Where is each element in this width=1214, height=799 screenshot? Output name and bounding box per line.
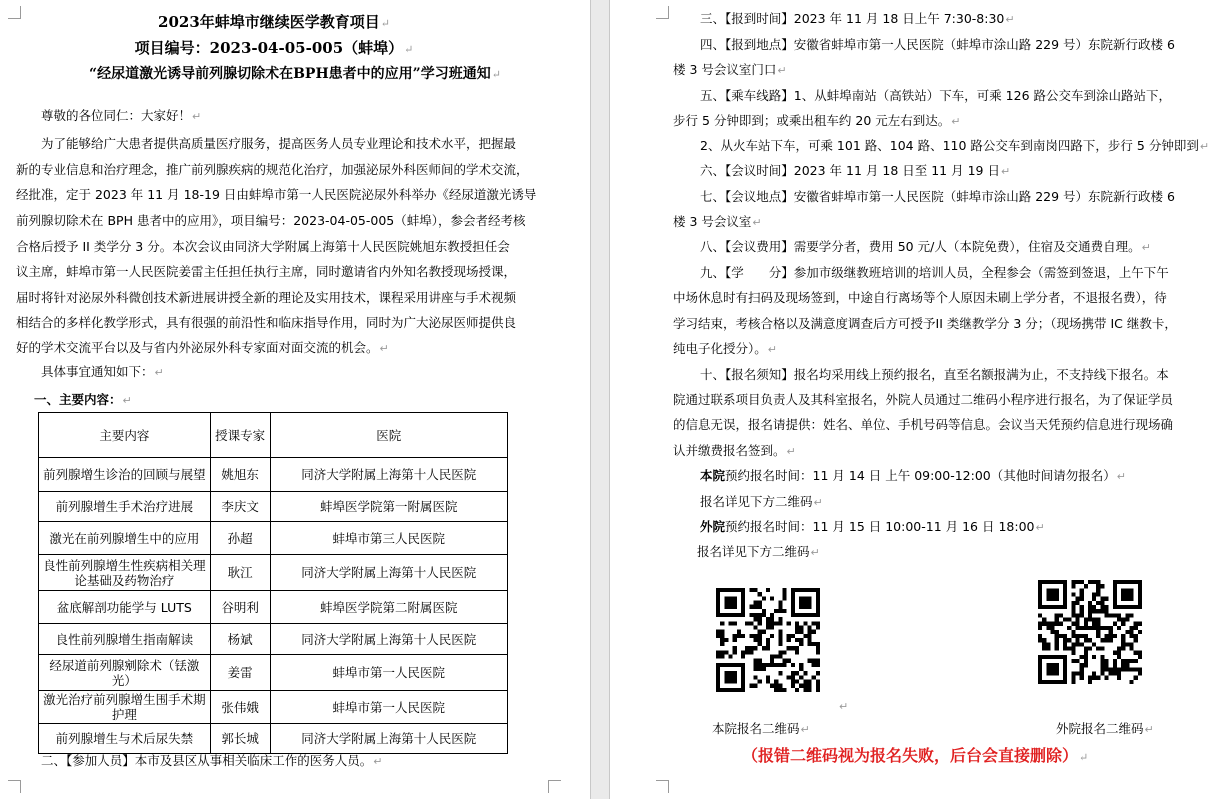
external-registration-detail: 报名详见下方二维码↵: [697, 544, 820, 559]
table-cell: 蚌埠医学院第一附属医院: [270, 492, 507, 522]
text-line: 的信息无误，报名请提供：姓名、单位、手机号码等信息。会议当天凭预约信息进行现场确: [673, 417, 1174, 432]
page-corner-mark: [656, 780, 669, 793]
paragraph-mark: ↵: [839, 700, 849, 713]
table-cell: 谷明利: [210, 591, 270, 624]
table-cell: 郭长城: [210, 724, 270, 754]
table-cell: 激光治疗前列腺增生围手术期护理: [39, 691, 211, 724]
table-cell: 良性前列腺增生性疾病相关理论基础及药物治疗: [39, 555, 211, 591]
text-line: 九、【学 分】参加市级继教班培训的培训人员，全程参会（需签到签退，上午下午: [700, 265, 1169, 280]
external-qr-code[interactable]: [1038, 580, 1142, 684]
table-cell: 前列腺增生与术后尿失禁: [39, 724, 211, 754]
intro-line: 议主席，蚌埠市第一人民医院姜雷主任担任执行主席，同时邀请省内外知名教授现场授课，: [16, 264, 517, 279]
table-cell: 蚌埠医学院第二附属医院: [270, 591, 507, 624]
text-line: 六、【会议时间】2023 年 11 月 18 日至 11 月 19 日↵: [700, 163, 1011, 178]
text-line: 三、【报到时间】2023 年 11 月 18 日上午 7:30-8:30↵: [700, 11, 1015, 26]
external-qr-caption: 外院报名二维码↵: [1056, 721, 1154, 736]
table-cell: 同济大学附属上海第十人民医院: [270, 724, 507, 754]
text-line: 七、【会议地点】安徽省蚌埠市第一人民医院（蚌埠市涂山路 229 号）东院新行政楼 6: [700, 189, 1175, 204]
table-cell: 蚌埠市第一人民医院: [270, 691, 507, 724]
text-line: 十、【报名须知】报名均采用线上预约报名，直至名额报满为止，不支持线下报名。本: [700, 367, 1169, 382]
intro-line: 经批准，定于 2023 年 11 月 18-19 日由蚌埠市第一人民医院泌尿外科举办《经尿道激光诱导: [16, 187, 537, 202]
table-cell: 前列腺增生手术治疗进展: [39, 492, 211, 522]
table-row: [39, 555, 508, 591]
course-table: [38, 412, 508, 754]
table-header-row: [39, 413, 508, 458]
internal-qr-caption: 本院报名二维码↵: [712, 721, 810, 736]
participants-text: 二、【参加人员】本市及县区从事相关临床工作的医务人员。↵: [41, 753, 383, 768]
table-cell: 同济大学附属上海第十人民医院: [270, 555, 507, 591]
table-header-cell: 医院: [270, 413, 507, 458]
internal-registration-time: 本院预约报名时间：11 月 14 日 上午 09:00-12:00（其他时间请勿报名）↵: [700, 468, 1126, 483]
text-line: 五、【乘车线路】1、从蚌埠南站（高铁站）下车，可乘 126 路公交车到涂山路站下，: [700, 88, 1172, 103]
table-cell: 同济大学附属上海第十人民医院: [270, 624, 507, 655]
intro-line: 届时将针对泌尿外科微创技术新进展讲授全新的理论及实用技术，课程采用讲座与手术视频: [16, 290, 517, 305]
table-cell: 李庆文: [210, 492, 270, 522]
table-cell: 良性前列腺增生指南解读: [39, 624, 211, 655]
greeting: 尊敬的各位同仁：大家好！↵: [41, 108, 202, 123]
document-page-right: [610, 0, 1214, 799]
external-registration-time: 外院预约报名时间：11 月 15 日 10:00-11 月 16 日 18:00↵: [700, 519, 1045, 534]
text-line: 2、从火车站下车，可乘 101 路、104 路、110 路公交车到南岗四路下，步行 5 分钟即到↵: [700, 138, 1210, 153]
intro-line: 为了能够给广大患者提供高质量医疗服务，提高医务人员专业理论和技术水平，把握最: [41, 136, 517, 151]
internal-qr-code[interactable]: [716, 588, 820, 692]
text-line: 学习结束，考核合格以及满意度调查后方可授予II 类继教学分 3 分；（现场携带 IC 继教卡，: [673, 316, 1177, 331]
text-line: 纯电子化授分）。↵: [673, 341, 777, 356]
table-cell: 孙超: [210, 522, 270, 555]
text-line: 四、【报到地点】安徽省蚌埠市第一人民医院（蚌埠市涂山路 229 号）东院新行政楼 6: [700, 37, 1175, 52]
table-cell: 前列腺增生诊治的回顾与展望: [39, 458, 211, 492]
table-cell: 耿江: [210, 555, 270, 591]
text-line: 中场休息时有扫码及现场签到，中途自行离场等个人原因未刷上学分者，不退报名费），待: [673, 290, 1167, 305]
page-corner-mark: [8, 780, 21, 793]
table-header-cell: 授课专家: [210, 413, 270, 458]
text-line: 认并缴费报名签到。↵: [673, 443, 796, 458]
table-cell: 蚌埠市第一人民医院: [270, 655, 507, 691]
intro-line: 合格后授予 II 类学分 3 分。本次会议由同济大学附属上海第十人民医院姚旭东教授担任会: [16, 239, 510, 254]
notice-text: 具体事宜通知如下：↵: [41, 364, 164, 379]
page-gutter: [590, 0, 610, 799]
doc-title-3: “经尿道激光诱导前列腺切除术在BPH患者中的应用”学习班通知↵: [89, 66, 501, 82]
table-row: [39, 458, 508, 492]
table-cell: 姚旭东: [210, 458, 270, 492]
table-row: [39, 591, 508, 624]
text-line: 院通过联系项目负责人及其科室报名，外院人员通过二维码小程序进行报名，为了保证学员: [673, 392, 1174, 407]
table-header-cell: 主要内容: [39, 413, 211, 458]
doc-title-2: 项目编号：2023-04-05-005（蚌埠）↵: [134, 39, 414, 57]
document-page-left: [0, 0, 590, 799]
table-cell: 同济大学附属上海第十人民医院: [270, 458, 507, 492]
qr-code-image: [1038, 580, 1142, 684]
qr-warning-text: （报错二维码视为报名失败，后台会直接删除）↵: [742, 746, 1089, 765]
table-cell: 张伟娥: [210, 691, 270, 724]
text-line: 楼 3 号会议室门口↵: [673, 62, 787, 77]
text-line: 楼 3 号会议室↵: [673, 214, 762, 229]
text-line: 八、【会议费用】需要学分者，费用 50 元/人（本院免费），住宿及交通费自理。↵: [700, 239, 1151, 254]
intro-line: 前列腺切除术在 BPH 患者中的应用》，项目编号：2023-04-05-005（蚌埠），参会者经考核: [16, 213, 526, 228]
table-row: [39, 724, 508, 754]
table-cell: 杨斌: [210, 624, 270, 655]
table-cell: 激光在前列腺增生中的应用: [39, 522, 211, 555]
table-row: [39, 624, 508, 655]
table-cell: 姜雷: [210, 655, 270, 691]
table-cell: 盆底解剖功能学与 LUTS: [39, 591, 211, 624]
table-cell: 蚌埠市第三人民医院: [270, 522, 507, 555]
table-row: [39, 522, 508, 555]
text-line: 步行 5 分钟即到；或乘出租车约 20 元左右到达。↵: [673, 113, 961, 128]
intro-line: 相结合的多样化教学形式，具有很强的前沿性和临床指导作用，同时为广大泌尿医师提供良: [16, 315, 517, 330]
internal-registration-detail: 报名详见下方二维码↵: [700, 494, 823, 509]
table-cell: 经尿道前列腺剜除术（铥激光）: [39, 655, 211, 691]
table-row: [39, 655, 508, 691]
intro-line: 好的学术交流平台以及与省内外泌尿外科专家面对面交流的机会。↵: [16, 340, 389, 355]
page-corner-mark: [548, 780, 561, 793]
doc-title-1: 2023年蚌埠市继续医学教育项目↵: [158, 13, 390, 31]
table-row: [39, 492, 508, 522]
section-heading: 一、主要内容：↵: [34, 392, 132, 407]
qr-code-image: [716, 588, 820, 692]
intro-line: 新的专业信息和治疗理念，推广前列腺疾病的规范化治疗，加强泌尿外科医师间的学术交流，: [16, 162, 529, 177]
page-corner-mark: [656, 6, 669, 19]
table-row: [39, 691, 508, 724]
